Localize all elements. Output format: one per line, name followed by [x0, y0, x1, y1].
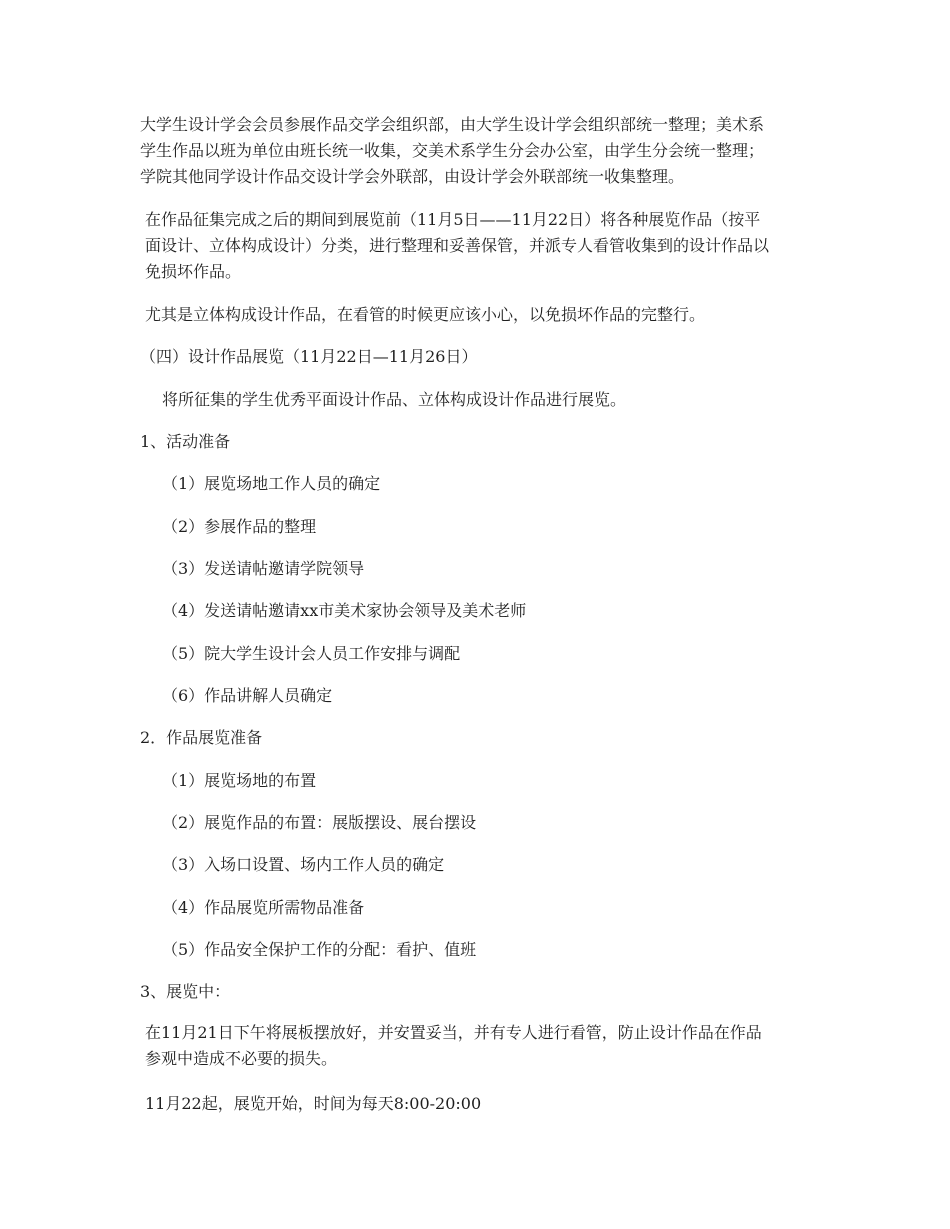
- paragraph-line: 免损坏作品。: [145, 262, 242, 281]
- part-3-schedule: 11月22起，展览开始，时间为每天8:00-20:00: [145, 1094, 482, 1113]
- paragraph-3: 尤其是立体构成设计作品，在看管的时候更应该小心，以免损坏作品的完整行。: [145, 305, 706, 324]
- paragraph-line: 在作品征集完成之后的期间到展览前（11月5日——11月22日）将各种展览作品（按平: [145, 210, 761, 229]
- part-1-heading: 1、活动准备: [140, 432, 231, 451]
- paragraph-line: 大学生设计学会会员参展作品交学会组织部，由大学生设计学会组织部统一整理；美术系: [140, 115, 765, 134]
- part-3-paragraph: [145, 1020, 813, 1072]
- part-1-item: （5）院大学生设计会人员工作安排与调配: [162, 644, 461, 663]
- paragraph-2: [145, 207, 813, 285]
- paragraph-line: 面设计、立体构成设计）分类，进行整理和妥善保管，并派专人看管收集到的设计作品以: [145, 236, 770, 255]
- part-1-item: （2）参展作品的整理: [162, 517, 317, 536]
- section-4-intro: 将所征集的学生优秀平面设计作品、立体构成设计作品进行展览。: [162, 390, 627, 409]
- part-1-item: （1）展览场地工作人员的确定: [162, 474, 381, 493]
- section-4-heading: （四）设计作品展览（11月22日—11月26日）: [140, 347, 478, 366]
- part-2-item: （3）入场口设置、场内工作人员的确定: [162, 855, 445, 874]
- part-2-item: （1）展览场地的布置: [162, 771, 317, 790]
- part-2-item: （5）作品安全保护工作的分配：看护、值班: [162, 940, 477, 959]
- paragraph-line: 学院其他同学设计作品交设计学会外联部，由设计学会外联部统一收集整理。: [140, 167, 685, 186]
- paragraph-line: 参观中造成不必要的损失。: [145, 1049, 338, 1068]
- part-2-item: （4）作品展览所需物品准备: [162, 898, 365, 917]
- part-2-heading: 2．作品展览准备: [140, 728, 263, 747]
- part-1-item: （3）发送请帖邀请学院领导: [162, 559, 365, 578]
- part-2-item: （2）展览作品的布置：展版摆设、展台摆设: [162, 813, 477, 832]
- paragraph-1: [140, 112, 808, 190]
- paragraph-line: 在11月21日下午将展板摆放好，并安置妥当，并有专人进行看管，防止设计作品在作品: [145, 1023, 762, 1042]
- part-1-item: （4）发送请帖邀请xx市美术家协会领导及美术老师: [162, 601, 527, 620]
- part-1-item: （6）作品讲解人员确定: [162, 686, 333, 705]
- part-3-heading: 3、展览中：: [140, 982, 231, 1001]
- paragraph-line: 学生作品以班为单位由班长统一收集，交美术系学生分会办公室，由学生分会统一整理；: [140, 141, 765, 160]
